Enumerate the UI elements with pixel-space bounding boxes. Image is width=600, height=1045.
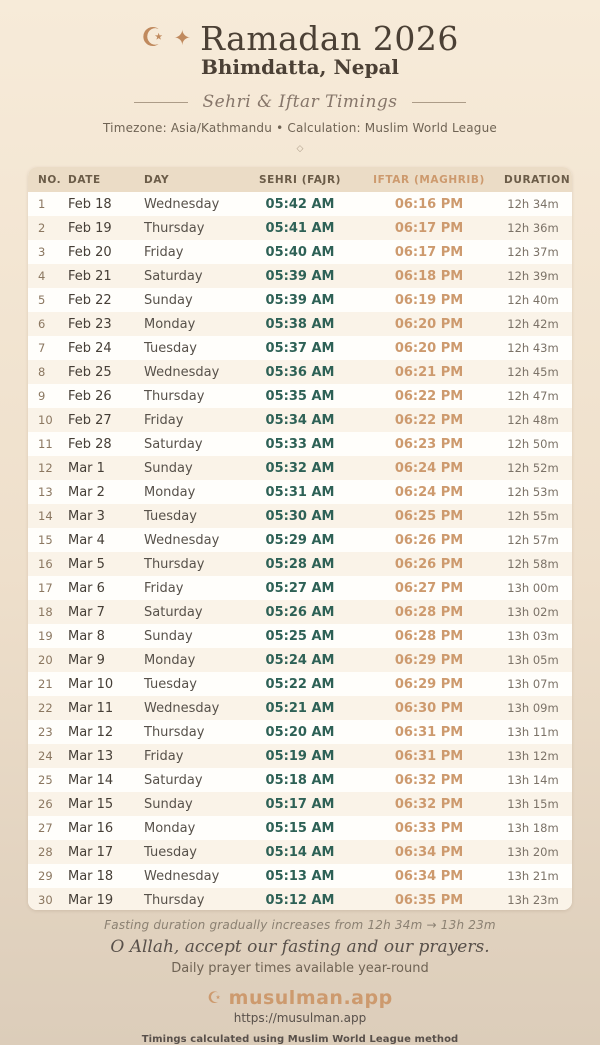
day-cell: Sunday (144, 460, 193, 476)
iftar-time-cell: 06:35 PM (394, 892, 464, 908)
table-row (28, 336, 572, 360)
table-row (28, 480, 572, 504)
date-cell: Mar 10 (68, 676, 114, 692)
row-number-cell: 23 (38, 725, 53, 739)
date-cell: Mar 5 (68, 556, 105, 572)
table-row (28, 408, 572, 432)
sehri-time-cell: 05:39 AM (265, 268, 335, 284)
sehri-time-cell: 05:13 AM (265, 868, 335, 884)
duration-cell: 12h 39m (507, 269, 559, 283)
row-number-cell: 9 (38, 389, 46, 403)
date-cell: Mar 13 (68, 748, 114, 764)
duration-cell: 12h 48m (507, 413, 559, 427)
crescent-moon-icon: ☪ (141, 22, 165, 53)
day-cell: Wednesday (144, 364, 220, 380)
iftar-time-cell: 06:24 PM (394, 484, 464, 500)
iftar-time-cell: 06:34 PM (394, 844, 464, 860)
duration-cell: 13h 05m (507, 653, 559, 667)
table-row (28, 744, 572, 768)
date-cell: Mar 12 (68, 724, 114, 740)
subtitle-label: Sehri & Iftar Timings (202, 92, 398, 112)
row-number-cell: 6 (38, 317, 46, 331)
date-cell: Mar 9 (68, 652, 105, 668)
row-number-cell: 1 (38, 197, 46, 211)
table-row (28, 528, 572, 552)
iftar-time-cell: 06:27 PM (394, 580, 464, 596)
page-footer (0, 918, 600, 1045)
table-row (28, 624, 572, 648)
date-cell: Mar 14 (68, 772, 114, 788)
row-number-cell: 3 (38, 245, 46, 259)
duration-cell: 13h 11m (507, 725, 559, 739)
sehri-time-cell: 05:17 AM (265, 796, 335, 812)
day-cell: Saturday (144, 772, 203, 788)
table-row (28, 384, 572, 408)
table-row (28, 888, 572, 910)
iftar-time-cell: 06:26 PM (394, 532, 464, 548)
brand-name: musulman.app (228, 987, 393, 1009)
iftar-time-cell: 06:29 PM (394, 652, 464, 668)
calculation-method-note: Timings calculated using Muslim World League method (141, 1034, 459, 1045)
sehri-time-cell: 05:12 AM (265, 892, 335, 908)
divider-line-right (412, 102, 466, 103)
column-header-day: DAY (144, 173, 170, 186)
sehri-time-cell: 05:25 AM (265, 628, 335, 644)
date-cell: Mar 3 (68, 508, 105, 524)
date-cell: Feb 24 (68, 340, 112, 356)
iftar-time-cell: 06:30 PM (394, 700, 464, 716)
sehri-time-cell: 05:40 AM (265, 244, 335, 260)
day-cell: Monday (144, 652, 196, 668)
row-number-cell: 18 (38, 605, 53, 619)
sehri-time-cell: 05:22 AM (265, 676, 335, 692)
day-cell: Sunday (144, 628, 193, 644)
sehri-time-cell: 05:39 AM (265, 292, 335, 308)
iftar-time-cell: 06:25 PM (394, 508, 464, 524)
row-number-cell: 12 (38, 461, 53, 475)
duration-cell: 13h 20m (507, 845, 559, 859)
duration-cell: 12h 58m (507, 557, 559, 571)
duration-cell: 13h 02m (507, 605, 559, 619)
day-cell: Tuesday (144, 340, 197, 356)
iftar-time-cell: 06:32 PM (394, 796, 464, 812)
date-cell: Feb 25 (68, 364, 112, 380)
iftar-time-cell: 06:32 PM (394, 772, 464, 788)
iftar-time-cell: 06:19 PM (394, 292, 464, 308)
sehri-time-cell: 05:37 AM (265, 340, 335, 356)
day-cell: Tuesday (144, 676, 197, 692)
day-cell: Friday (144, 580, 184, 596)
sehri-time-cell: 05:38 AM (265, 316, 335, 332)
day-cell: Friday (144, 748, 184, 764)
day-cell: Friday (144, 412, 184, 428)
iftar-time-cell: 06:28 PM (394, 604, 464, 620)
iftar-time-cell: 06:23 PM (394, 436, 464, 452)
day-cell: Wednesday (144, 196, 220, 212)
date-cell: Feb 20 (68, 244, 112, 260)
timezone-calculation-meta: Timezone: Asia/Kathmandu • Calculation: Muslim World League (103, 121, 497, 135)
row-number-cell: 24 (38, 749, 53, 763)
column-header-date: DATE (68, 173, 101, 186)
table-row (28, 720, 572, 744)
day-cell: Wednesday (144, 868, 220, 884)
sehri-time-cell: 05:30 AM (265, 508, 335, 524)
date-cell: Feb 27 (68, 412, 112, 428)
sehri-time-cell: 05:42 AM (265, 196, 335, 212)
divider-line-left (134, 102, 188, 103)
date-cell: Feb 28 (68, 436, 112, 452)
row-number-cell: 2 (38, 221, 46, 235)
duration-cell: 12h 53m (507, 485, 559, 499)
brand-crescent-icon: ☪ (207, 988, 222, 1007)
iftar-time-cell: 06:24 PM (394, 460, 464, 476)
sehri-time-cell: 05:41 AM (265, 220, 335, 236)
sehri-time-cell: 05:24 AM (265, 652, 335, 668)
table-row (28, 768, 572, 792)
date-cell: Mar 6 (68, 580, 105, 596)
iftar-time-cell: 06:17 PM (394, 244, 464, 260)
sehri-time-cell: 05:31 AM (265, 484, 335, 500)
duration-cell: 13h 23m (507, 893, 559, 907)
date-cell: Mar 4 (68, 532, 105, 548)
day-cell: Wednesday (144, 532, 220, 548)
day-cell: Thursday (144, 556, 205, 572)
day-cell: Thursday (144, 892, 205, 908)
day-cell: Tuesday (144, 508, 197, 524)
duration-cell: 12h 47m (507, 389, 559, 403)
sehri-time-cell: 05:28 AM (265, 556, 335, 572)
day-cell: Thursday (144, 724, 205, 740)
row-number-cell: 11 (38, 437, 53, 451)
date-cell: Mar 11 (68, 700, 114, 716)
sehri-time-cell: 05:33 AM (265, 436, 335, 452)
date-cell: Feb 18 (68, 196, 112, 212)
table-row (28, 264, 572, 288)
duration-cell: 12h 57m (507, 533, 559, 547)
column-header-iftar: IFTAR (MAGHRIB) (373, 173, 485, 186)
iftar-time-cell: 06:20 PM (394, 340, 464, 356)
table-header-row (28, 167, 572, 192)
dua-quote: O Allah, accept our fasting and our prayers. (110, 937, 490, 957)
sehri-time-cell: 05:32 AM (265, 460, 335, 476)
duration-cell: 12h 50m (507, 437, 559, 451)
sehri-time-cell: 05:18 AM (265, 772, 335, 788)
duration-cell: 12h 40m (507, 293, 559, 307)
row-number-cell: 30 (38, 893, 53, 907)
sehri-time-cell: 05:14 AM (265, 844, 335, 860)
day-cell: Wednesday (144, 700, 220, 716)
sehri-time-cell: 05:26 AM (265, 604, 335, 620)
column-header-no: NO. (38, 173, 62, 186)
date-cell: Mar 7 (68, 604, 105, 620)
row-number-cell: 5 (38, 293, 46, 307)
title-row (0, 19, 600, 58)
row-number-cell: 25 (38, 773, 53, 787)
table-row (28, 192, 572, 216)
iftar-time-cell: 06:34 PM (394, 868, 464, 884)
iftar-time-cell: 06:17 PM (394, 220, 464, 236)
row-number-cell: 26 (38, 797, 53, 811)
day-cell: Sunday (144, 796, 193, 812)
date-cell: Mar 17 (68, 844, 114, 860)
column-header-sehri: SEHRI (FAJR) (258, 173, 342, 186)
table-row (28, 456, 572, 480)
row-number-cell: 8 (38, 365, 46, 379)
table-body (28, 192, 572, 910)
four-point-star-icon: ✦ (173, 26, 192, 50)
duration-cell: 13h 03m (507, 629, 559, 643)
duration-cell: 13h 00m (507, 581, 559, 595)
duration-cell: 13h 12m (507, 749, 559, 763)
sehri-time-cell: 05:20 AM (265, 724, 335, 740)
table-row (28, 672, 572, 696)
sehri-time-cell: 05:35 AM (265, 388, 335, 404)
day-cell: Monday (144, 484, 196, 500)
table-row (28, 648, 572, 672)
duration-cell: 13h 15m (507, 797, 559, 811)
table-row (28, 864, 572, 888)
date-cell: Mar 8 (68, 628, 105, 644)
date-cell: Feb 21 (68, 268, 112, 284)
sehri-time-cell: 05:36 AM (265, 364, 335, 380)
date-cell: Feb 22 (68, 292, 112, 308)
sehri-time-cell: 05:27 AM (265, 580, 335, 596)
day-cell: Thursday (144, 388, 205, 404)
table-row (28, 360, 572, 384)
duration-cell: 12h 55m (507, 509, 559, 523)
table-row (28, 216, 572, 240)
diamond-ornament-icon: ◇ (296, 144, 304, 154)
duration-cell: 13h 14m (507, 773, 559, 787)
day-cell: Monday (144, 316, 196, 332)
table-row (28, 600, 572, 624)
day-cell: Saturday (144, 436, 203, 452)
iftar-time-cell: 06:16 PM (394, 196, 464, 212)
row-number-cell: 15 (38, 533, 53, 547)
iftar-time-cell: 06:29 PM (394, 676, 464, 692)
day-cell: Sunday (144, 292, 193, 308)
duration-cell: 13h 09m (507, 701, 559, 715)
table-row (28, 432, 572, 456)
day-cell: Saturday (144, 604, 203, 620)
date-cell: Feb 23 (68, 316, 112, 332)
page-title: Ramadan 2026 (200, 19, 459, 58)
day-cell: Thursday (144, 220, 205, 236)
timings-table (28, 167, 572, 910)
duration-cell: 12h 52m (507, 461, 559, 475)
table-row (28, 288, 572, 312)
row-number-cell: 19 (38, 629, 53, 643)
column-header-duration: DURATION (504, 173, 571, 186)
date-cell: Mar 2 (68, 484, 105, 500)
sehri-time-cell: 05:19 AM (265, 748, 335, 764)
iftar-time-cell: 06:33 PM (394, 820, 464, 836)
day-cell: Tuesday (144, 844, 197, 860)
row-number-cell: 16 (38, 557, 53, 571)
row-number-cell: 21 (38, 677, 53, 691)
row-number-cell: 17 (38, 581, 53, 595)
brand-link[interactable] (207, 987, 392, 1009)
sehri-time-cell: 05:29 AM (265, 532, 335, 548)
duration-cell: 13h 18m (507, 821, 559, 835)
duration-cell: 13h 21m (507, 869, 559, 883)
iftar-time-cell: 06:31 PM (394, 748, 464, 764)
availability-note: Daily prayer times available year-round (171, 961, 429, 976)
duration-increase-note: Fasting duration gradually increases from 12h 34m → 13h 23m (104, 918, 496, 932)
iftar-time-cell: 06:20 PM (394, 316, 464, 332)
iftar-time-cell: 06:18 PM (394, 268, 464, 284)
table-row (28, 792, 572, 816)
table-row (28, 312, 572, 336)
date-cell: Feb 19 (68, 220, 112, 236)
duration-cell: 12h 36m (507, 221, 559, 235)
date-cell: Mar 18 (68, 868, 114, 884)
date-cell: Mar 15 (68, 796, 114, 812)
duration-cell: 12h 43m (507, 341, 559, 355)
brand-url: https://musulman.app (233, 1011, 367, 1025)
sehri-time-cell: 05:21 AM (265, 700, 335, 716)
table-row (28, 576, 572, 600)
table-row (28, 504, 572, 528)
iftar-time-cell: 06:26 PM (394, 556, 464, 572)
date-cell: Mar 19 (68, 892, 114, 908)
duration-cell: 12h 42m (507, 317, 559, 331)
row-number-cell: 22 (38, 701, 53, 715)
day-cell: Friday (144, 244, 184, 260)
table-row (28, 696, 572, 720)
iftar-time-cell: 06:21 PM (394, 364, 464, 380)
table-row (28, 240, 572, 264)
date-cell: Mar 1 (68, 460, 105, 476)
location-label: Bhimdatta, Nepal (200, 55, 400, 79)
sehri-time-cell: 05:15 AM (265, 820, 335, 836)
row-number-cell: 13 (38, 485, 53, 499)
page-header (0, 0, 600, 154)
row-number-cell: 29 (38, 869, 53, 883)
row-number-cell: 10 (38, 413, 53, 427)
duration-cell: 12h 37m (507, 245, 559, 259)
duration-cell: 12h 45m (507, 365, 559, 379)
iftar-time-cell: 06:22 PM (394, 412, 464, 428)
table-row (28, 816, 572, 840)
row-number-cell: 28 (38, 845, 53, 859)
iftar-time-cell: 06:22 PM (394, 388, 464, 404)
table-row (28, 840, 572, 864)
duration-cell: 13h 07m (507, 677, 559, 691)
iftar-time-cell: 06:28 PM (394, 628, 464, 644)
date-cell: Feb 26 (68, 388, 112, 404)
subtitle-divider (0, 92, 600, 112)
row-number-cell: 7 (38, 341, 46, 355)
table-row (28, 552, 572, 576)
row-number-cell: 20 (38, 653, 53, 667)
row-number-cell: 14 (38, 509, 53, 523)
day-cell: Saturday (144, 268, 203, 284)
sehri-time-cell: 05:34 AM (265, 412, 335, 428)
duration-cell: 12h 34m (507, 197, 559, 211)
row-number-cell: 4 (38, 269, 46, 283)
day-cell: Monday (144, 820, 196, 836)
iftar-time-cell: 06:31 PM (394, 724, 464, 740)
date-cell: Mar 16 (68, 820, 114, 836)
row-number-cell: 27 (38, 821, 53, 835)
